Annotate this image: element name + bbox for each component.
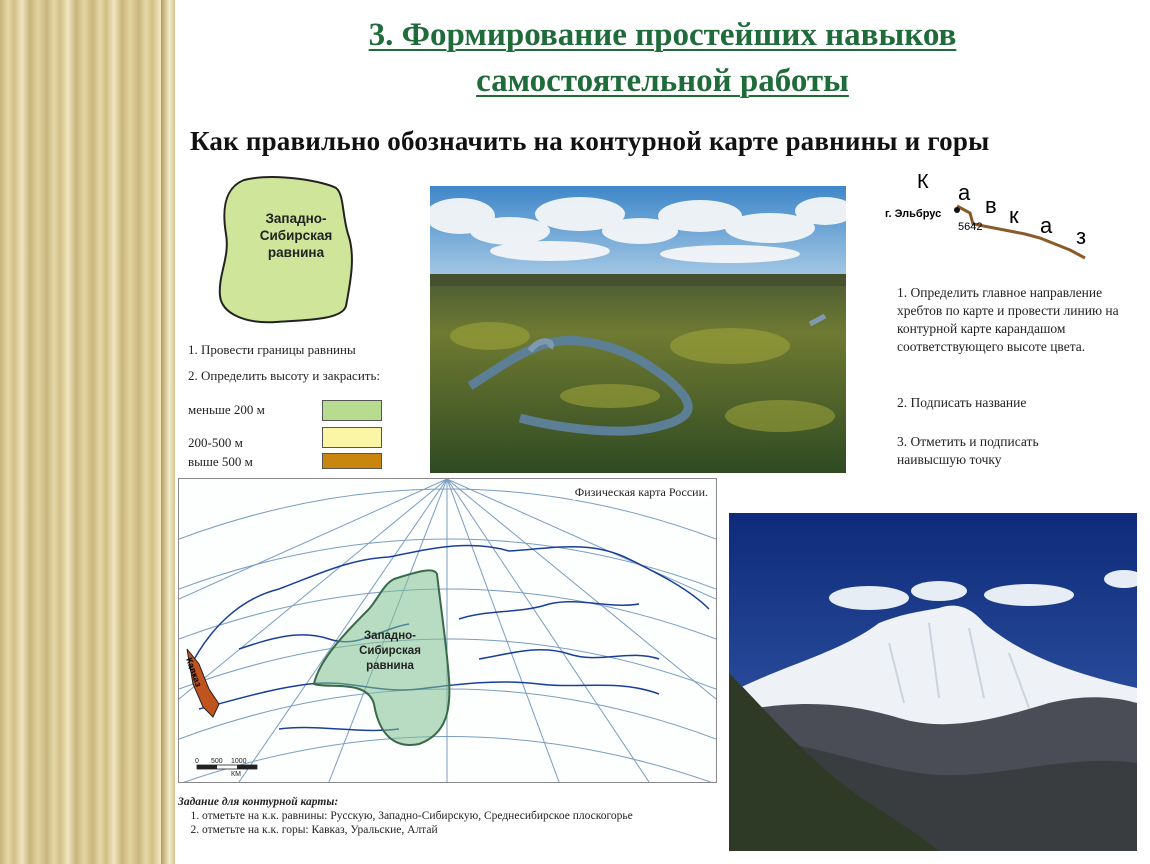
map-caption: Физическая карта России. (574, 485, 708, 499)
legend-swatch-mid (322, 427, 382, 448)
ridge-letter-2: а (958, 180, 971, 205)
mountain-instructions-panel (875, 168, 1145, 478)
legend-swatch-high (322, 453, 382, 469)
ridge-letter-6: з (1076, 224, 1087, 249)
elbrus-mountain-photo (729, 513, 1137, 851)
contour-map-task (178, 795, 718, 837)
ridge-sketch (875, 168, 1145, 278)
task-item: 2. отметьте на к.к. горы: Кавказ, Уральские, Алтай (202, 823, 718, 837)
task-heading: Задание для контурной карты: (178, 796, 339, 808)
task-list (178, 809, 718, 837)
plain-step-2: 2. Определить высоту и закрасить: (188, 368, 381, 383)
map-region-label: Западно-Сибирская равнина (359, 630, 421, 672)
scale-label-1000: 1000 (231, 758, 247, 765)
ridge-letter-4: к (1009, 203, 1019, 228)
title-line-1: 3. Формирование простейших навыков (368, 17, 957, 53)
title-line-2: самостоятельной работы (476, 63, 849, 99)
mountain-step-1: 1. Определить главное направление хребтов по карте и провести линию на контурной карте карандашом соответствующего высоте цвета. (897, 285, 1119, 354)
ridge-letter-1: К (917, 171, 929, 193)
legend-label-low: меньше 200 м (188, 402, 265, 417)
mountain-step-3: 3. Отметить и подписать наивысшую точку (897, 434, 1039, 467)
decorative-frame (0, 0, 175, 864)
mountain-step-2: 2. Подписать название (897, 395, 1027, 410)
scale-label-unit: КМ (231, 771, 241, 778)
ridge-letter-3: в (985, 193, 997, 218)
contour-map-russia (178, 478, 717, 783)
ridge-letter-5: а (1040, 213, 1053, 238)
caucasus-label: Кавказ (184, 656, 204, 689)
slide-title (175, 12, 1150, 104)
peak-label: г. Эльбрус (885, 208, 942, 220)
scale-label-0: 0 (195, 758, 199, 765)
plain-outline-label: Западно-Сибирская равнина (259, 211, 333, 260)
plain-step-1: 1. Провести границы равнины (188, 342, 356, 357)
legend-label-high: выше 500 м (188, 454, 253, 469)
task-item: 1. отметьте на к.к. равнины: Русскую, Западно-Сибирскую, Среднесибирское плоскогорье (202, 809, 718, 823)
legend-swatch-low (322, 400, 382, 421)
slide-subtitle: Как правильно обозначить на контурной карте равнины и горы (190, 126, 990, 156)
plain-instructions-panel (178, 170, 428, 470)
taiga-river-photo (430, 186, 846, 473)
peak-height: 5642 (958, 221, 983, 233)
scale-label-500: 500 (211, 758, 223, 765)
legend-label-mid: 200-500 м (188, 435, 243, 450)
